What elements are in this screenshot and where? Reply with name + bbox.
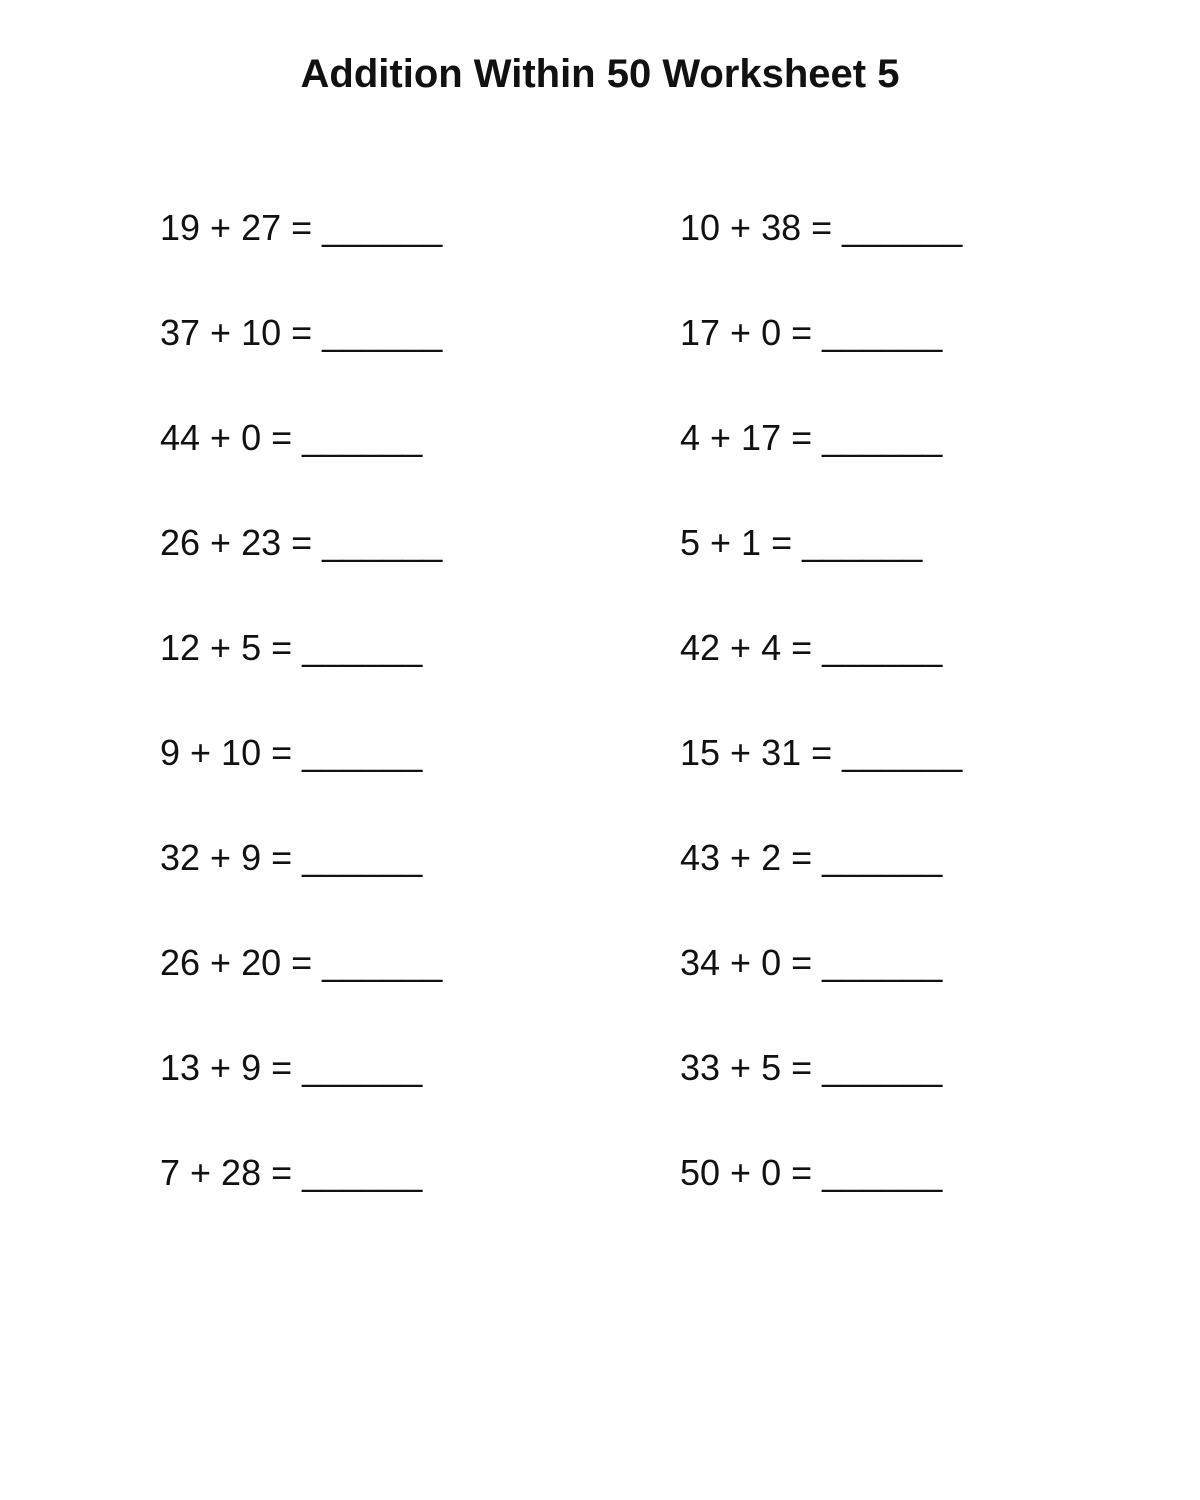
problem-item: 34 + 0 = ______ (680, 942, 943, 983)
problem-item: 26 + 20 = ______ (160, 942, 443, 983)
problem-item: 15 + 31 = ______ (680, 732, 963, 773)
problem-item: 5 + 1 = ______ (680, 522, 923, 563)
problem-item: 50 + 0 = ______ (680, 1152, 943, 1193)
problem-item: 33 + 5 = ______ (680, 1047, 943, 1088)
problem-item: 19 + 27 = ______ (160, 207, 443, 248)
problem-item: 13 + 9 = ______ (160, 1047, 423, 1088)
problem-item: 12 + 5 = ______ (160, 627, 423, 668)
problem-item: 42 + 4 = ______ (680, 627, 943, 668)
problem-item: 37 + 10 = ______ (160, 312, 443, 353)
problem-item: 26 + 23 = ______ (160, 522, 443, 563)
problem-item: 4 + 17 = ______ (680, 417, 943, 458)
problems-grid (160, 0, 1060, 1500)
problem-item: 43 + 2 = ______ (680, 837, 943, 878)
problem-item: 7 + 28 = ______ (160, 1152, 423, 1193)
problem-item: 10 + 38 = ______ (680, 207, 963, 248)
problem-item: 32 + 9 = ______ (160, 837, 423, 878)
problem-item: 9 + 10 = ______ (160, 732, 423, 773)
worksheet-title: Addition Within 50 Worksheet 5 (300, 52, 900, 96)
problem-item: 17 + 0 = ______ (680, 312, 943, 353)
problem-item: 44 + 0 = ______ (160, 417, 423, 458)
